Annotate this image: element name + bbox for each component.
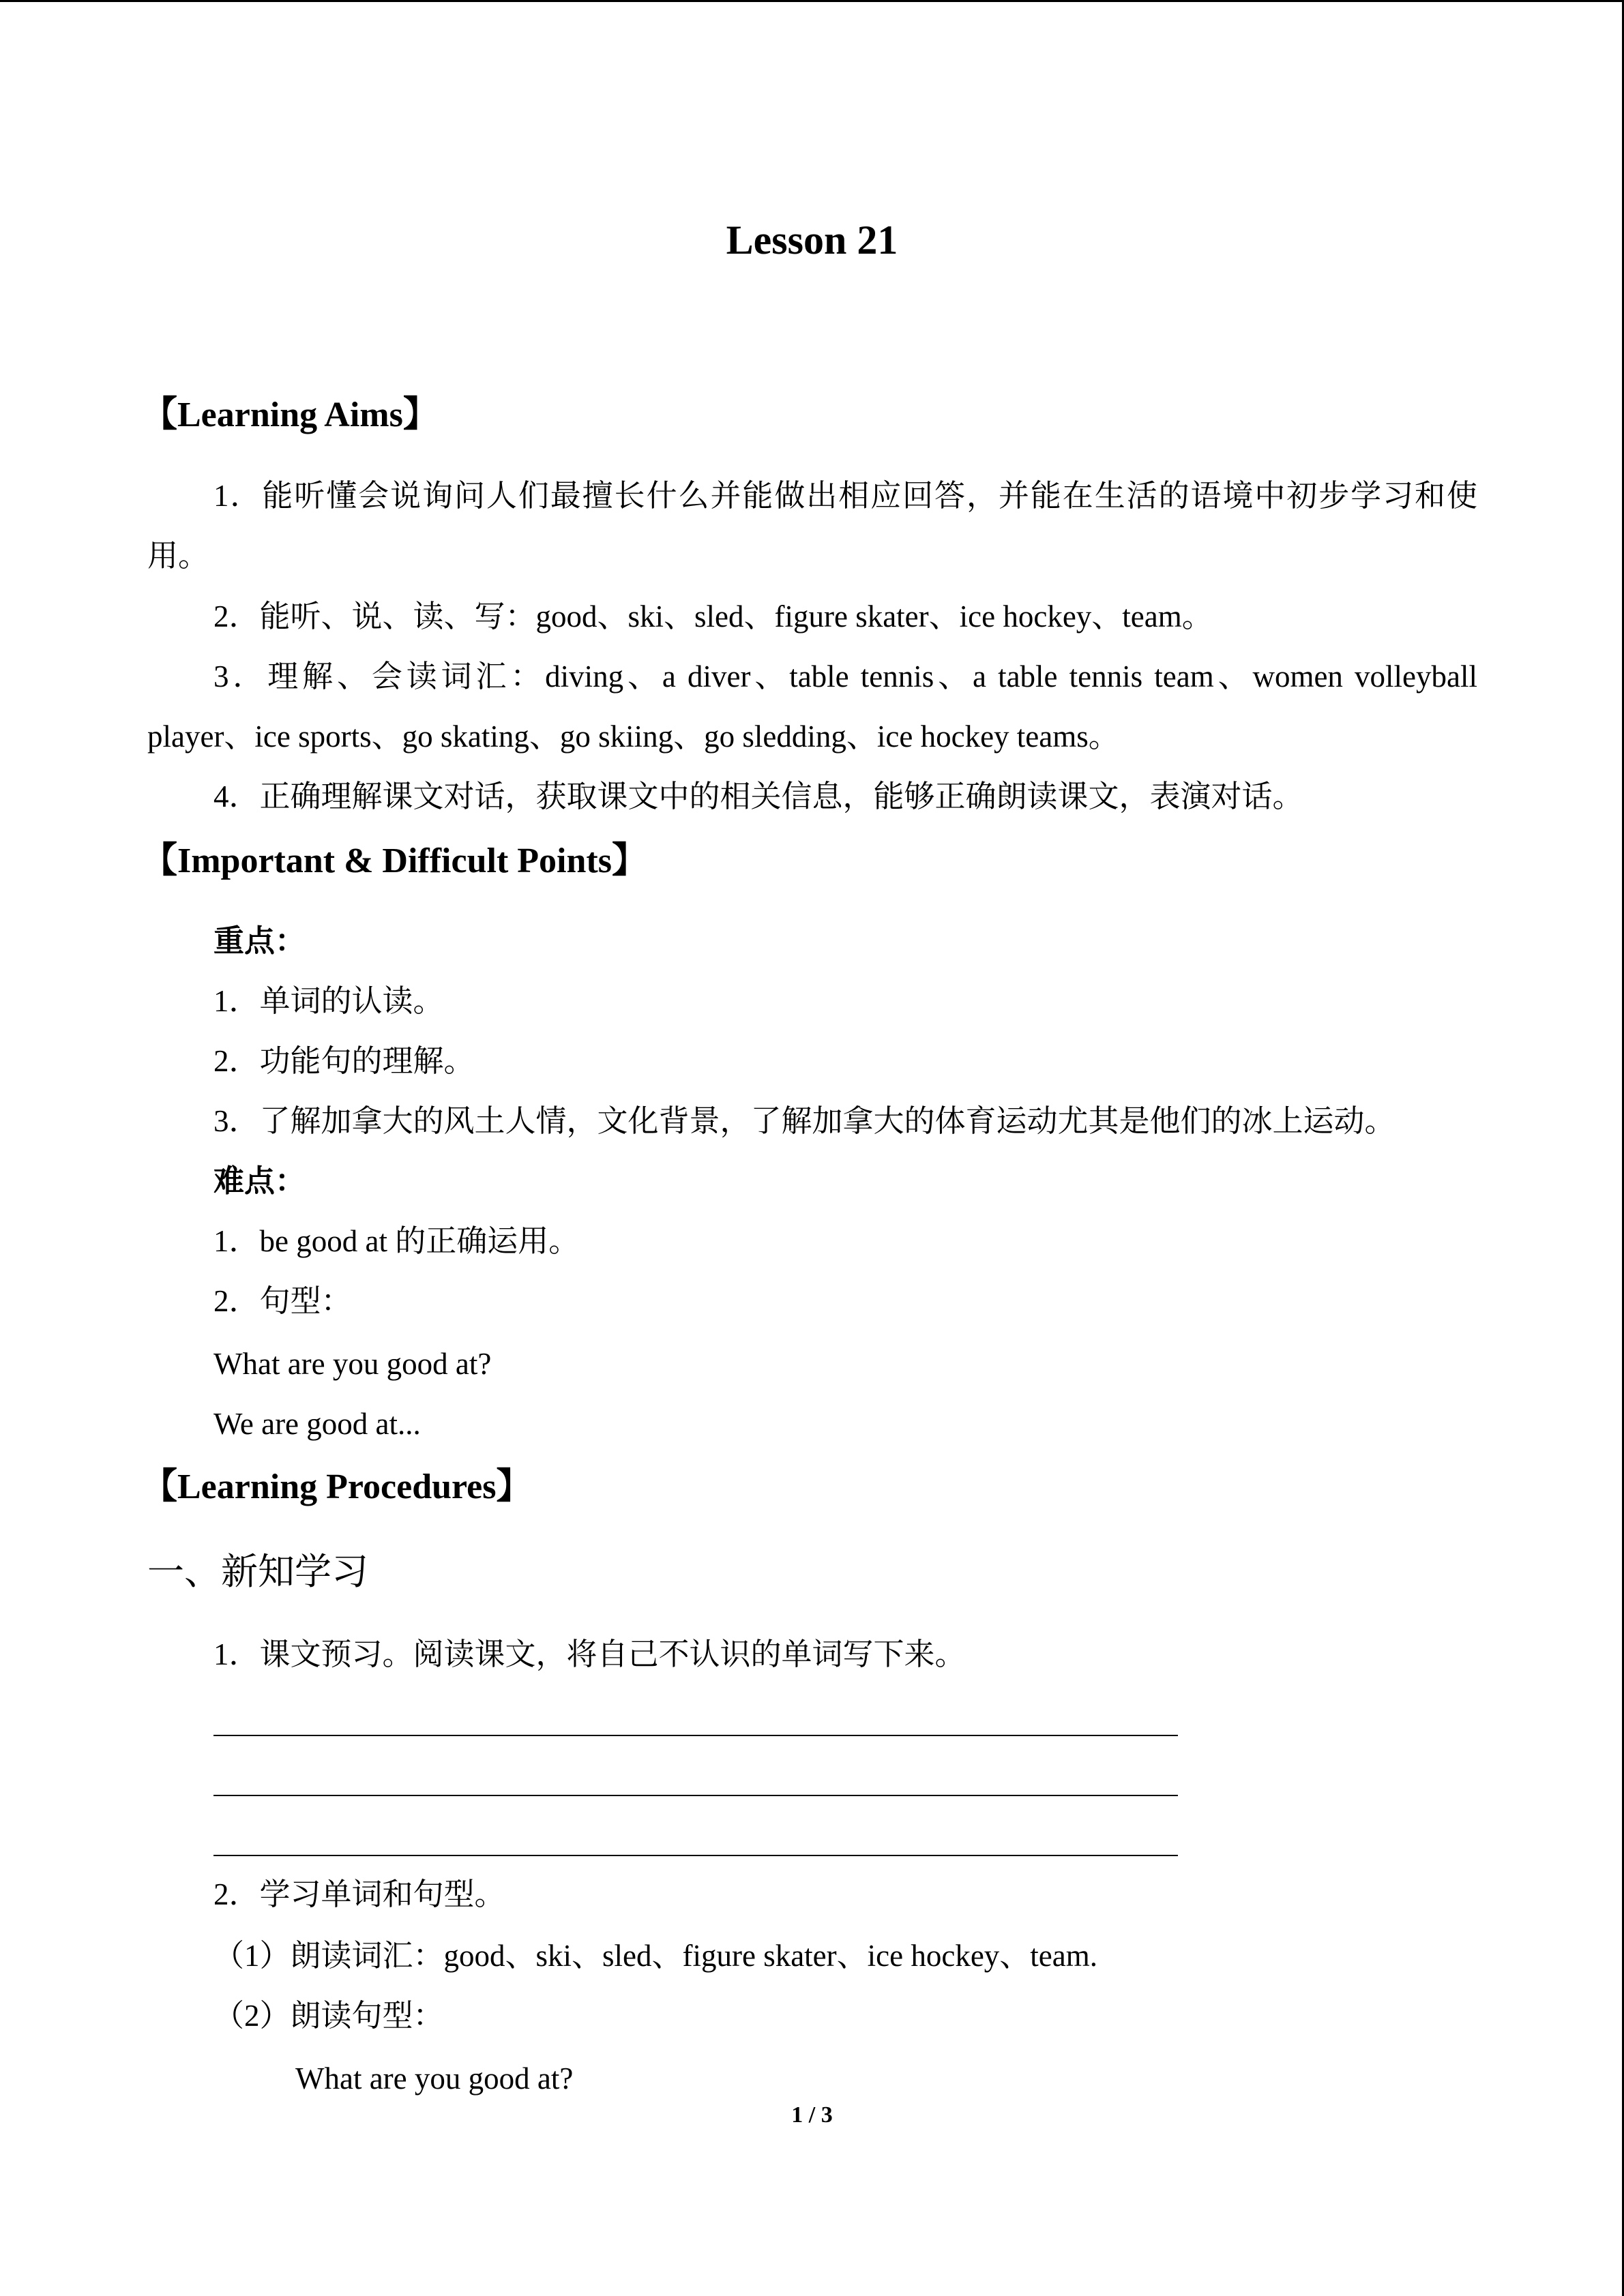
step-1-preview: 1．课文预习。阅读课文，将自己不认识的单词写下来。 (213, 1637, 966, 1671)
important-points-heading: 【Important & Difficult Points】 (142, 841, 647, 880)
sentence-pattern-answer: We are good at... (213, 1407, 421, 1441)
key-points-label: 重点： (213, 924, 306, 958)
section-new-knowledge: 一、新知学习 (147, 1551, 368, 1592)
answer-line-2[interactable] (213, 1795, 1178, 1796)
difficult-point-1: 1．be good at 的正确运用。 (213, 1224, 580, 1258)
key-point-2: 2．功能句的理解。 (213, 1044, 475, 1078)
difficult-points-label: 难点： (213, 1164, 306, 1198)
difficult-point-2: 2．句型： (213, 1284, 352, 1318)
page-border-top (0, 0, 1624, 2)
learning-aim-3: 3．理解、会读词汇：diving、a diver、table tennis、a table tennis team、women volleyball player、ice sports、go skating、go skiing、go sledding、ice hockey teams。 (147, 659, 1477, 754)
answer-line-3[interactable] (213, 1855, 1178, 1856)
learning-aim-2: 2．能听、说、读、写：good、ski、sled、figure skater、ice hockey、team。 (213, 599, 1213, 633)
step-2-sub-2-sentence: What are you good at? (295, 2061, 574, 2096)
key-point-1: 1．单词的认读。 (213, 984, 444, 1018)
key-point-3: 3．了解加拿大的风土人情，文化背景，了解加拿大的体育运动尤其是他们的冰上运动。 (213, 1104, 1396, 1138)
sentence-pattern-question: What are you good at? (213, 1347, 492, 1381)
answer-line-1[interactable] (213, 1735, 1178, 1736)
learning-aims-heading: 【Learning Aims】 (142, 396, 439, 434)
learning-aim-4: 4．正确理解课文对话，获取课文中的相关信息，能够正确朗读课文，表演对话。 (213, 779, 1303, 814)
learning-aim-1: 1．能听懂会说询问人们最擅长什么并能做出相应回答，并能在生活的语境中初步学习和使用。 (147, 479, 1477, 573)
page-title: Lesson 21 (726, 218, 898, 263)
step-2-sub-1: （1）朗读词汇：good、ski、sled、figure skater、ice hockey、team. (213, 1939, 1097, 1973)
learning-procedures-heading: 【Learning Procedures】 (142, 1467, 532, 1506)
step-2-vocabulary: 2．学习单词和句型。 (213, 1877, 505, 1911)
step-2-sub-2: （2）朗读句型： (213, 1999, 444, 2033)
page-number: 1 / 3 (791, 2102, 833, 2128)
